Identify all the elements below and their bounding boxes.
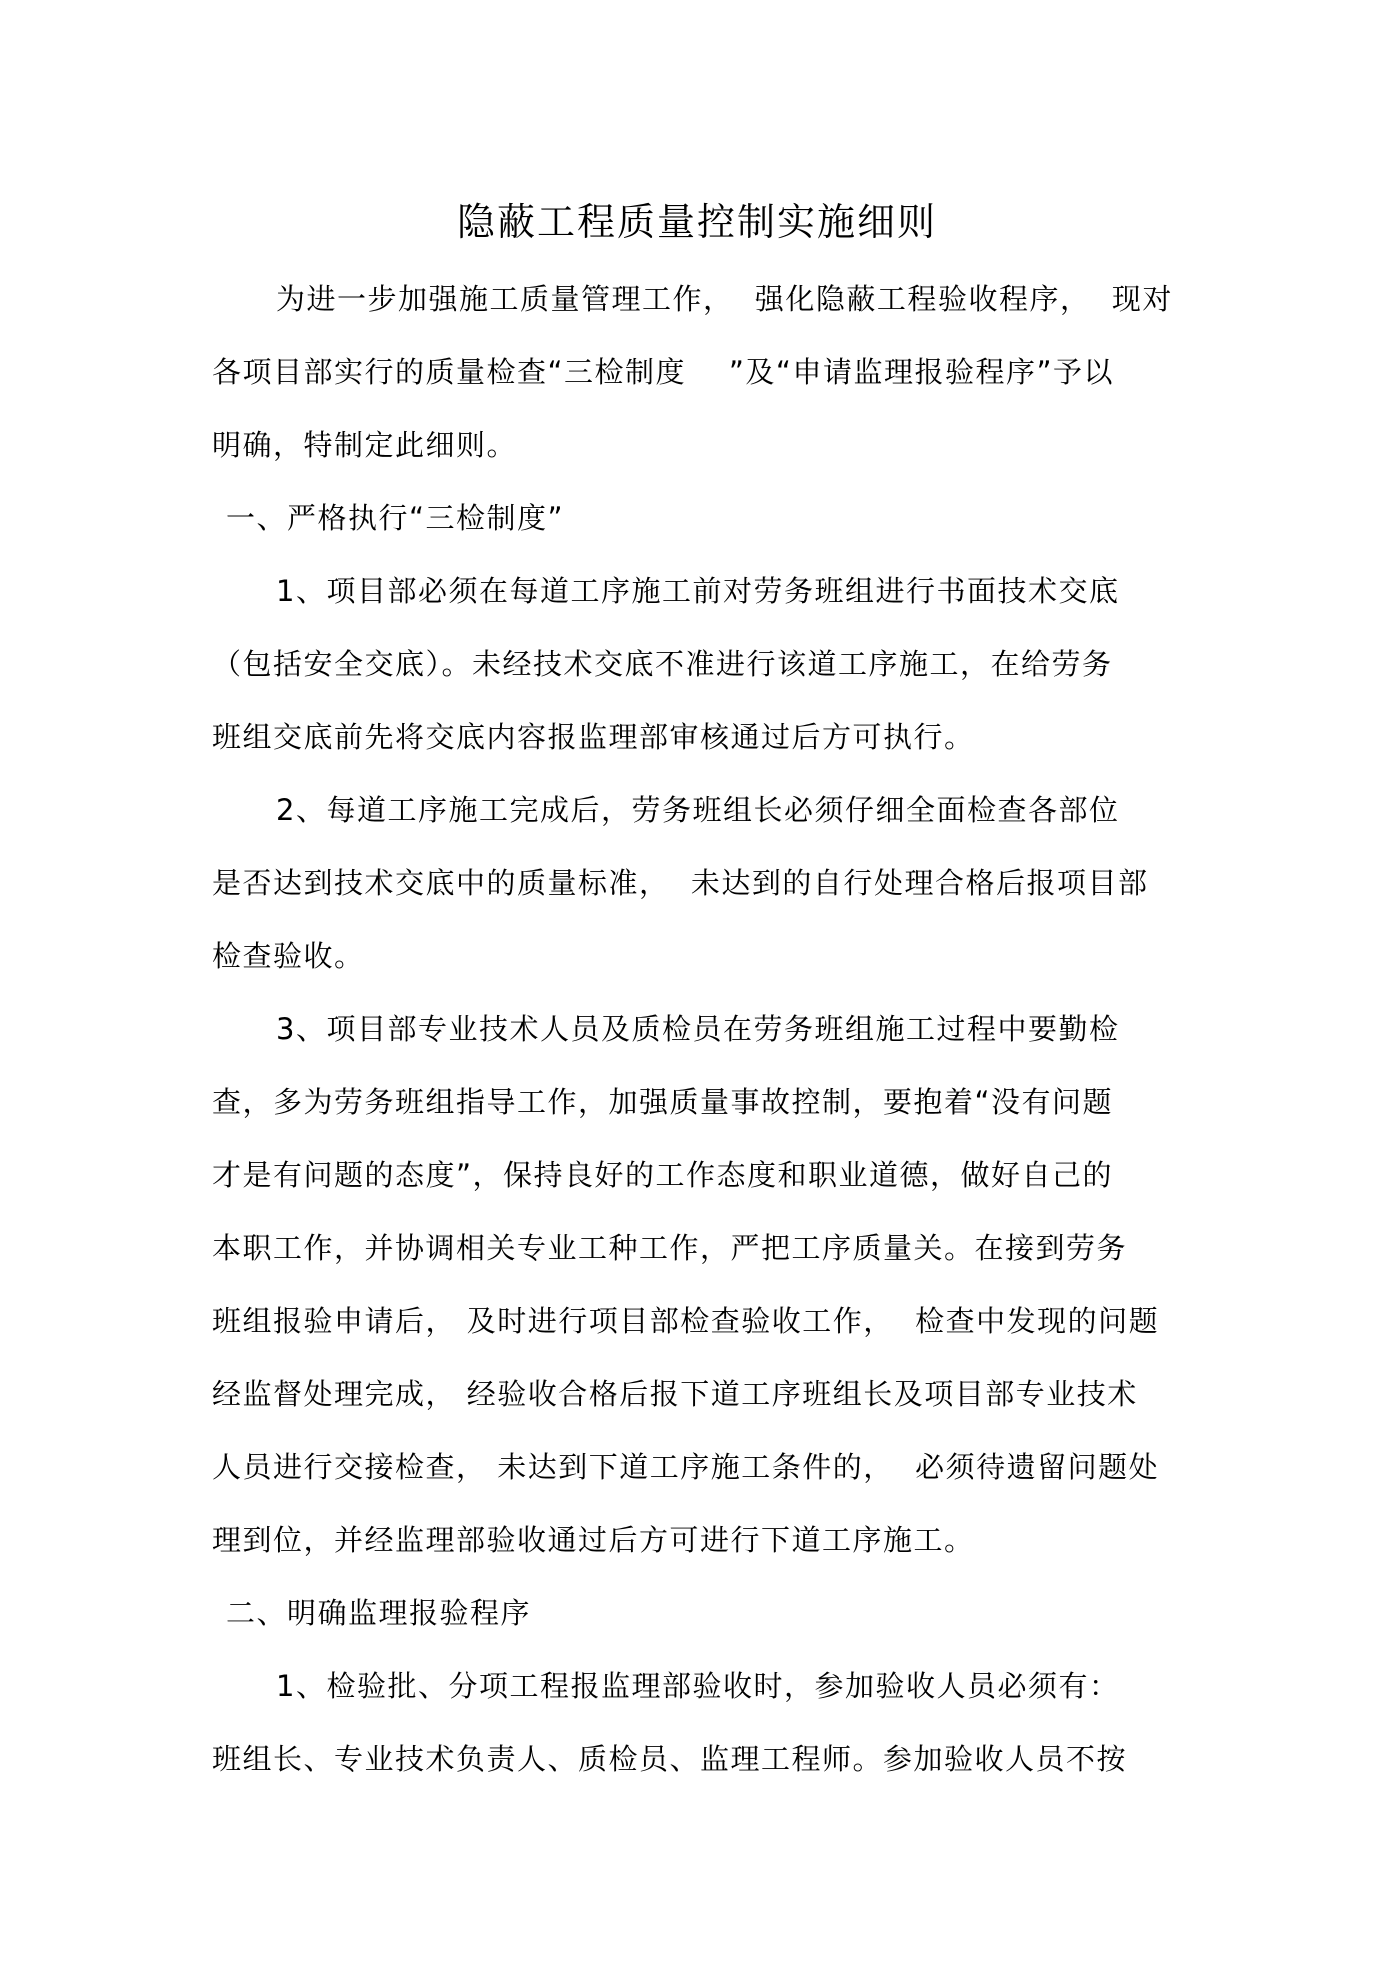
section-1-item-2-line-1: 2、每道工序施工完成后，劳务班组长必须仔细全面检查各部位 (276, 793, 1120, 827)
intro-line-3: 明确，特制定此细则。 (212, 428, 518, 462)
section-1-item-1-line-1: 1、项目部必须在每道工序施工前对劳务班组进行书面技术交底 (276, 574, 1120, 608)
section-1-item-3-line-3: 才是有问题的态度”，保持良好的工作态度和职业道德，做好自己的 (212, 1158, 1114, 1192)
section-1-item-3-line-1: 3、项目部专业技术人员及质检员在劳务班组施工过程中要勤检 (276, 1012, 1120, 1046)
section-1-item-3-line-4: 本职工作，并协调相关专业工种工作，严把工序质量关。在接到劳务 (212, 1231, 1128, 1265)
section-2-item-1-line-1: 1、检验批、分项工程报监理部验收时，参加验收人员必须有： (276, 1669, 1120, 1703)
intro-line-2: 各项目部实行的质量检查“三检制度 ”及“申请监理报验程序”予以 (212, 355, 1114, 389)
section-1-item-2-line-2: 是否达到技术交底中的质量标准， 未达到的自行处理合格后报项目部 (212, 866, 1149, 900)
document-title: 隐蔽工程质量控制实施细则 (456, 200, 937, 244)
section-1-item-3-line-8: 理到位，并经监理部验收通过后方可进行下道工序施工。 (212, 1523, 975, 1557)
section-1-item-1-line-3: 班组交底前先将交底内容报监理部审核通过后方可执行。 (212, 720, 975, 754)
section-1-item-1-line-2: （包括安全交底）。未经技术交底不准进行该道工序施工，在给劳务 (212, 647, 1113, 681)
section-1-item-3-line-2: 查，多为劳务班组指导工作，加强质量事故控制，要抱着“没有问题 (212, 1085, 1114, 1119)
section-1-item-3-line-5: 班组报验申请后， 及时进行项目部检查验收工作， 检查中发现的问题 (212, 1304, 1160, 1338)
section-2-item-1-line-2: 班组长、专业技术负责人、质检员、监理工程师。参加验收人员不按 (212, 1742, 1128, 1776)
section-1-item-2-line-3: 检查验收。 (212, 939, 365, 973)
section-2-heading: 二、明确监理报验程序 (226, 1596, 532, 1630)
section-1-item-3-line-7: 人员进行交接检查， 未达到下道工序施工条件的， 必须待遗留问题处 (212, 1450, 1160, 1484)
section-1-item-3-line-6: 经监督处理完成， 经验收合格后报下道工序班组长及项目部专业技术 (212, 1377, 1138, 1411)
section-1-heading: 一、严格执行“三检制度” (226, 501, 565, 535)
intro-line-1: 为进一步加强施工质量管理工作， 强化隐蔽工程验收程序， 现对 (276, 282, 1173, 316)
